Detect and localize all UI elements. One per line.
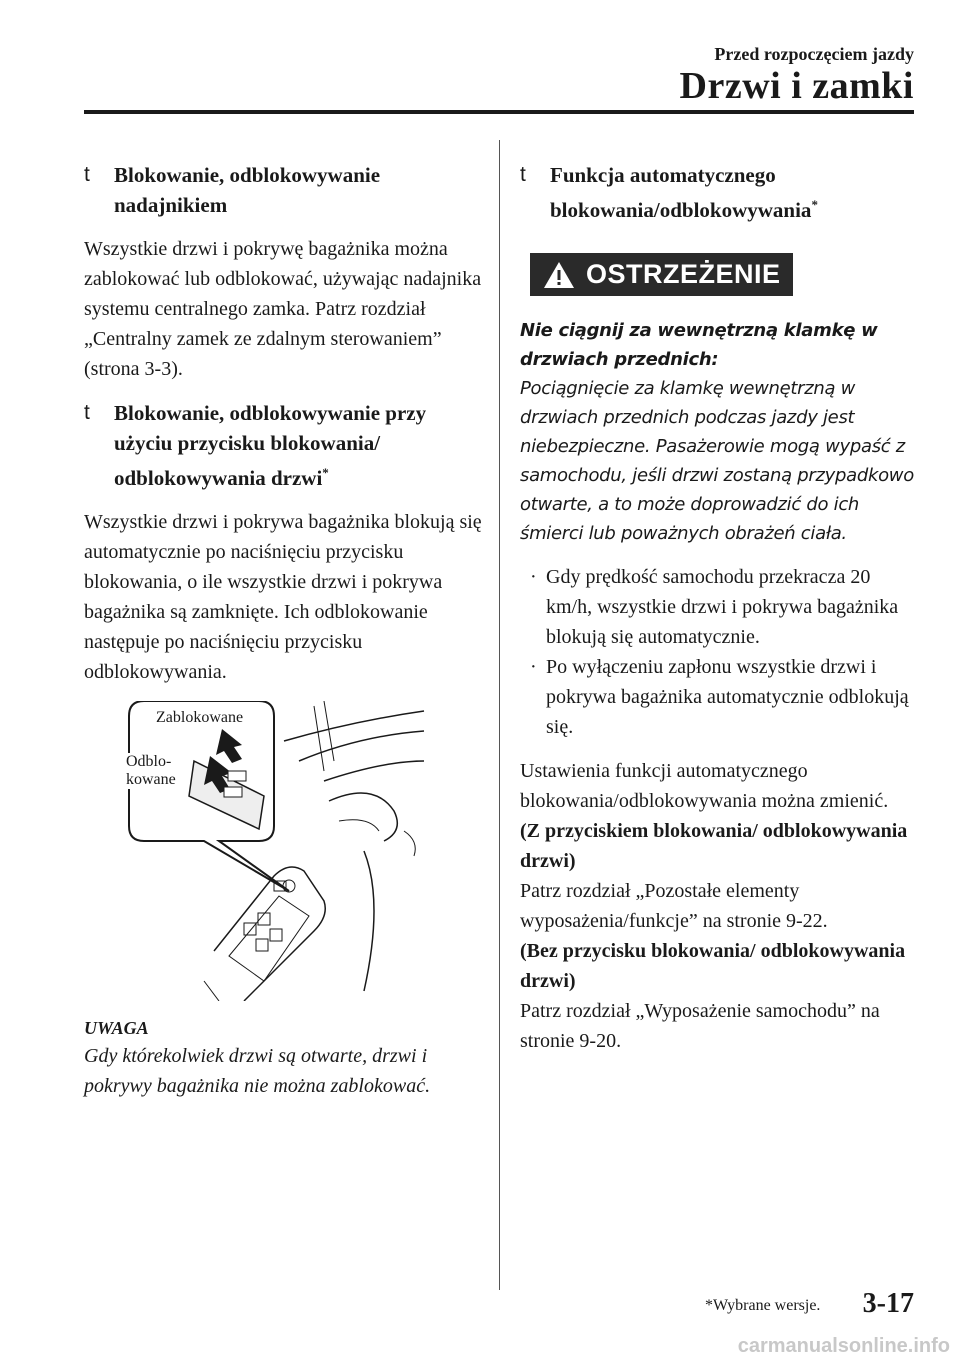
optional-mark: * bbox=[811, 197, 818, 212]
warning-lead: Nie ciągnij za wewnętrzną klamkę w drzwiach przednich: bbox=[520, 320, 878, 370]
with-button-reference: Patrz rozdział „Pozostałe elementy wyposażenia/funkcje” na stronie 9-22. bbox=[520, 880, 828, 932]
page-number: 3-17 bbox=[862, 1288, 914, 1319]
list-item-text: Po wyłączeniu zapłonu wszystkie drzwi i pokrywa bagażnika automatycznie odblokują się. bbox=[546, 656, 909, 738]
warning-triangle-icon bbox=[542, 260, 576, 290]
heading-door-button-text: Blokowanie, odblokowywanie przy użyciu przycisku blokowania/ odblokowywania drzwi bbox=[114, 401, 427, 490]
heading-remote bbox=[84, 160, 484, 220]
locked-label: Zablokowane bbox=[156, 709, 244, 726]
heading-bullet: t bbox=[520, 163, 526, 186]
warning-banner bbox=[530, 253, 793, 296]
paragraph-door-button: Wszystkie drzwi i pokrywa bagażnika blokują się automatycznie po naciśnięciu przycisku blokowania, o ile wszystkie drzwi i pokrywa bagażnika są zamknięte. Ich odblokowanie następuje po naciśnięciu przycisku odblokowywania. bbox=[84, 511, 482, 683]
header-rule bbox=[84, 110, 914, 114]
list-dot: · bbox=[530, 656, 537, 678]
heading-bullet: t bbox=[84, 163, 90, 186]
list-item-text: Gdy prędkość samochodu przekracza 20 km/h, wszystkie drzwi i pokrywa bagażnika blokują się automatycznie. bbox=[546, 566, 899, 648]
heading-auto-lock bbox=[520, 160, 916, 225]
heading-door-button bbox=[84, 398, 484, 493]
without-button-reference: Patrz rozdział „Wyposażenie samochodu” na stronie 9-20. bbox=[520, 1000, 880, 1052]
note-title: UWAGA bbox=[84, 1018, 149, 1038]
note-text: Gdy którekolwiek drzwi są otwarte, drzwi i pokrywy bagażnika nie można zablokować. bbox=[84, 1045, 431, 1097]
column-divider bbox=[499, 140, 500, 1290]
auto-lock-list bbox=[520, 562, 916, 742]
heading-auto-lock-text: Funkcja automatycznego blokowania/odblokowywania bbox=[550, 163, 812, 222]
unlocked-label-line2: kowane bbox=[126, 771, 176, 788]
warning-text bbox=[520, 316, 916, 548]
optional-mark: * bbox=[322, 465, 329, 480]
unlocked-label-line1: Odblo- bbox=[126, 753, 172, 770]
with-button-heading: (Z przyciskiem blokowania/ odblokowywania drzwi) bbox=[520, 820, 908, 872]
settings-paragraph: Ustawienia funkcji automatycznego blokowania/odblokowywania można zmienić. bbox=[520, 760, 889, 812]
list-item bbox=[520, 652, 916, 742]
right-column bbox=[520, 160, 916, 1056]
warning-label: OSTRZEŻENIE bbox=[586, 259, 781, 289]
heading-remote-text: Blokowanie, odblokowywanie nadajnikiem bbox=[114, 163, 381, 217]
list-dot: · bbox=[530, 566, 537, 588]
without-button-heading: (Bez przycisku blokowania/ odblokowywania drzwi) bbox=[520, 940, 906, 992]
door-panel-drawing bbox=[124, 701, 434, 1001]
warning-body: Pociągnięcie za klamkę wewnętrzną w drzwiach przednich podczas jazdy jest niebezpieczne. Pasażerowie mogą wypaść z samochodu, jeśli drzwi zostaną przypadkowo otwarte, a to może doprowadzić do ich śmierci lub poważnych obrażeń ciała. bbox=[520, 378, 914, 544]
door-switch-illustration bbox=[124, 701, 434, 1001]
paragraph-remote: Wszystkie drzwi i pokrywę bagażnika można zablokować lub odblokować, używając nadajnika systemu centralnego zamka. Patrz rozdział „Centralny zamek ze zdalnym sterowaniem” (strona 3-3). bbox=[84, 238, 482, 380]
header-section: Przed rozpoczęciem jazdy bbox=[714, 44, 914, 64]
left-column bbox=[84, 160, 484, 1101]
watermark: carmanualsonline.info bbox=[737, 1335, 950, 1357]
page-title: Drzwi i zamki bbox=[679, 65, 914, 107]
heading-bullet: t bbox=[84, 401, 90, 424]
list-item bbox=[520, 562, 916, 652]
footer-note: *Wybrane wersje. bbox=[705, 1297, 821, 1314]
